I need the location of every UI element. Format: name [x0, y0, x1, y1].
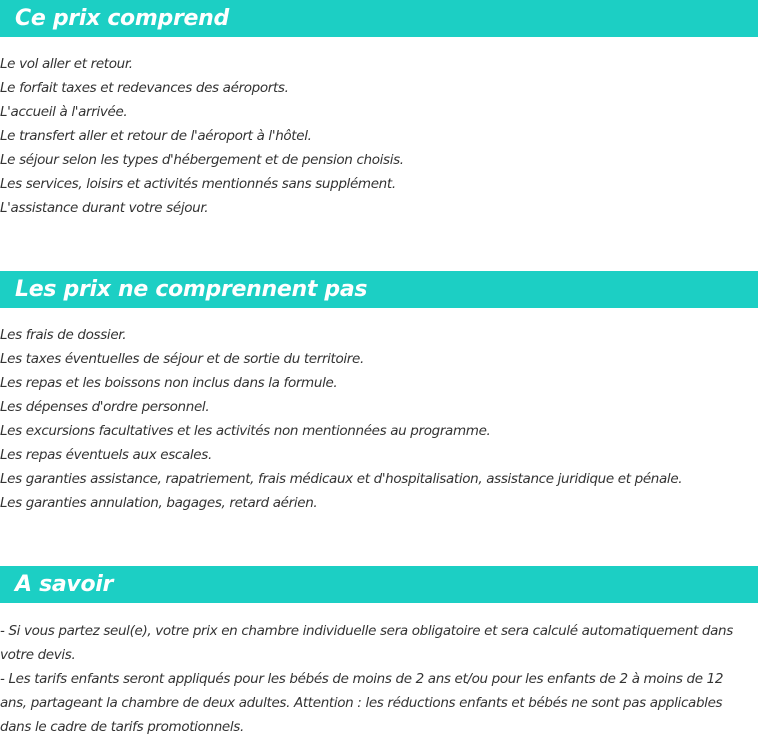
good-to-know-body: [0, 619, 758, 739]
list-item: L'assistance durant votre séjour.: [0, 200, 209, 216]
included-list: [0, 52, 758, 220]
list-item: Le transfert aller et retour de l'aéroport à l'hôtel.: [0, 128, 312, 144]
list-item: Les garanties assistance, rapatriement, frais médicaux et d'hospitalisation, assistance juridique et pénale.: [0, 471, 683, 487]
list-item: Les frais de dossier.: [0, 327, 127, 343]
list-item: Les dépenses d'ordre personnel.: [0, 399, 210, 415]
list-item: L'accueil à l'arrivée.: [0, 104, 128, 120]
list-item: Les services, loisirs et activités mentionnés sans supplément.: [0, 176, 396, 192]
section-title-included: Ce prix comprend: [15, 5, 229, 31]
list-item: Les excursions facultatives et les activités non mentionnées au programme.: [0, 423, 491, 439]
list-item: Le forfait taxes et redevances des aéroports.: [0, 80, 289, 96]
section-header-good-to-know: [0, 566, 758, 603]
list-item: Les repas éventuels aux escales.: [0, 447, 212, 463]
section-header-included: [0, 0, 758, 37]
section-header-not-included: [0, 271, 758, 308]
list-item: Les garanties annulation, bagages, retard aérien.: [0, 495, 318, 511]
info-paragraph: - Si vous partez seul(e), votre prix en chambre individuelle sera obligatoire et sera calculé automatiquement dans votre devis.: [0, 623, 733, 663]
info-paragraph: - Les tarifs enfants seront appliqués pour les bébés de moins de 2 ans et/ou pour les enfants de 2 à moins de 12 ans, partageant la chambre de deux adultes. Attention : les réductions enfants et bébés ne sont pas applicables dans le cadre de tarifs promotionnels.: [0, 671, 724, 735]
not-included-list: [0, 323, 758, 515]
list-item: Le séjour selon les types d'hébergement et de pension choisis.: [0, 152, 404, 168]
section-title-not-included: Les prix ne comprennent pas: [15, 276, 368, 302]
list-item: Le vol aller et retour.: [0, 56, 133, 72]
list-item: Les taxes éventuelles de séjour et de sortie du territoire.: [0, 351, 364, 367]
section-title-good-to-know: A savoir: [15, 571, 114, 597]
list-item: Les repas et les boissons non inclus dans la formule.: [0, 375, 338, 391]
